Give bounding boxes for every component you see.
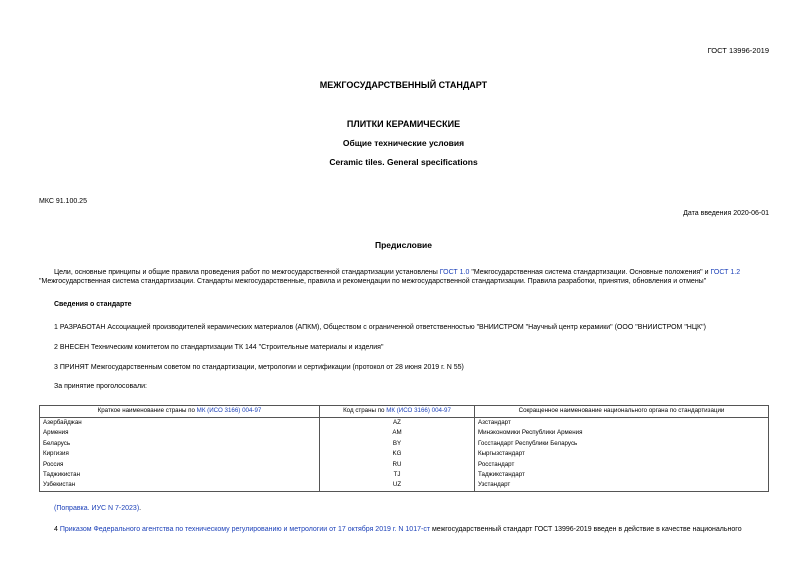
order-link[interactable]: Приказом Федерального агентства по техническому регулированию и метрологии от 17 октября 2019 г. N 1017-ст — [59, 526, 431, 533]
item-enacted-by — [54, 525, 774, 534]
item-4-number: 4 — [54, 526, 60, 533]
table-row — [40, 428, 769, 438]
header-national-body: Сокращенное наименование национального органа по стандартизации — [475, 406, 769, 418]
table-row — [40, 418, 769, 429]
table-row — [40, 449, 769, 459]
cell-code: TJ — [320, 470, 475, 480]
foreword-heading: Предисловие — [374, 240, 433, 250]
cell-code: AZ — [320, 418, 475, 429]
document-title-en: Ceramic tiles. General specifications — [329, 157, 478, 167]
cell-country: Беларусь — [40, 439, 320, 449]
document-code: ГОСТ 13996-2019 — [707, 46, 769, 55]
cell-code: AM — [320, 428, 475, 438]
cell-body: Таджикстандарт — [475, 470, 769, 480]
document-subtitle-ru: Общие технические условия — [342, 138, 465, 148]
table-row — [40, 480, 769, 491]
cell-country: Таджикистан — [40, 470, 320, 480]
mks-code: МКС 91.100.25 — [39, 198, 87, 205]
item-developed-by: 1 РАЗРАБОТАН Ассоциацией производителей керамических материалов (АПКМ), Обществом с ограниченной ответственностью "ВНИИСТРОМ "Научный центр керамики" (ООО "ВНИИСТРОМ "НЦК") — [54, 324, 706, 331]
voting-countries-table — [39, 405, 769, 492]
correction-link[interactable]: (Поправка. ИУС N 7-2023) — [54, 505, 140, 512]
introduction-date: Дата введения 2020-06-01 — [683, 210, 769, 217]
header-country-mk-link[interactable]: МК (ИСО 3166) 004-97 — [196, 407, 262, 415]
table-row — [40, 470, 769, 480]
table-header-row — [40, 406, 769, 418]
standard-header: МЕЖГОСУДАРСТВЕННЫЙ СТАНДАРТ — [319, 80, 488, 90]
cell-body: Узстандарт — [475, 480, 769, 491]
standard-info-heading: Сведения о стандарте — [54, 301, 132, 308]
item-adopted-by: 3 ПРИНЯТ Межгосударственным советом по стандартизации, метрологии и сертификации (протокол от 28 июня 2019 г. N 55) — [54, 364, 464, 371]
header-country-text: Краткое наименование страны по — [97, 407, 197, 415]
header-country-code — [320, 406, 475, 418]
item-4-text: межгосударственный стандарт ГОСТ 13996-2019 введен в действие в качестве национального — [430, 526, 742, 533]
header-code-mk-link[interactable]: МК (ИСО 3166) 004-97 — [386, 407, 451, 415]
correction-note — [54, 504, 141, 513]
foreword-text-3: "Межгосударственная система стандартизации. Стандарты межгосударственные, правила и рекомендации по межгосударственной стандартизации. Правила разработки, принятия, обновления и отмены" — [39, 278, 707, 286]
cell-code: BY — [320, 439, 475, 449]
gost-1-0-link[interactable]: ГОСТ 1.0 — [439, 269, 470, 276]
gost-1-2-link[interactable]: ГОСТ 1.2 — [710, 269, 741, 276]
cell-body: Кыргызстандарт — [475, 449, 769, 459]
item-submitted-by: 2 ВНЕСЕН Техническим комитетом по стандартизации ТК 144 "Строительные материалы и изделия" — [54, 344, 384, 351]
cell-country: Россия — [40, 460, 320, 470]
cell-code: RU — [320, 460, 475, 470]
cell-body: Росстандарт — [475, 460, 769, 470]
cell-country: Азербайджан — [40, 418, 320, 429]
foreword-text-1: Цели, основные принципы и общие правила проведения работ по межгосударственной стандартизации установлены — [54, 269, 440, 276]
foreword-paragraph — [39, 268, 769, 287]
table-row — [40, 460, 769, 470]
voted-label: За принятие проголосовали: — [54, 383, 147, 390]
cell-country: Узбекистан — [40, 480, 320, 491]
cell-body: Азстандарт — [475, 418, 769, 429]
document-title-ru: ПЛИТКИ КЕРАМИЧЕСКИЕ — [346, 119, 461, 129]
cell-country: Армения — [40, 428, 320, 438]
cell-body: Госстандарт Республики Беларусь — [475, 439, 769, 449]
cell-country: Киргизия — [40, 449, 320, 459]
cell-code: UZ — [320, 480, 475, 491]
correction-tail: . — [139, 505, 142, 512]
header-country-name — [40, 406, 320, 418]
header-code-text: Код страны по — [343, 407, 387, 415]
cell-body: Минэкономики Республики Армения — [475, 428, 769, 438]
table-row — [40, 439, 769, 449]
cell-code: KG — [320, 449, 475, 459]
foreword-text-2: "Межгосударственная система стандартизации. Основные положения" и — [469, 269, 711, 276]
